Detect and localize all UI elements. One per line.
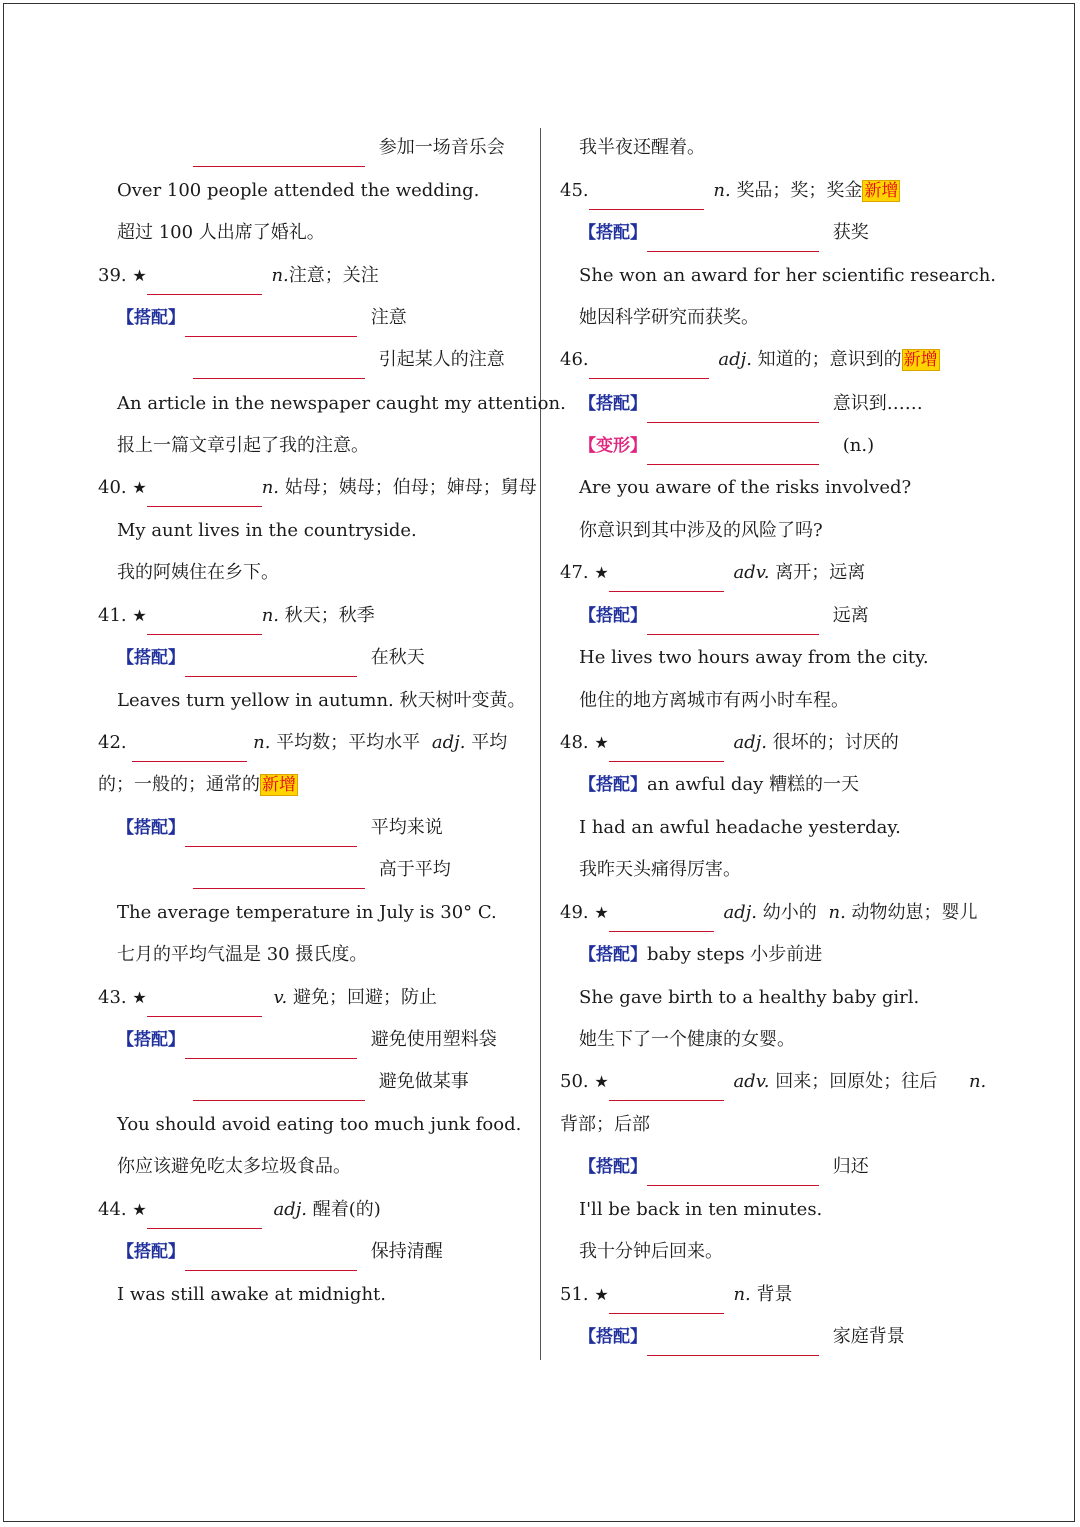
answer-blank[interactable] xyxy=(647,1325,819,1356)
collocation-line: 【搭配】 意识到…… xyxy=(579,383,923,425)
example-en: An article in the newspaper caught my attention. xyxy=(117,393,566,414)
collocation-line: 【搭配】 获奖 xyxy=(579,212,869,254)
column-divider xyxy=(540,128,541,1360)
entry-44: 44. ★ adj. 醒着(的) xyxy=(98,1189,381,1231)
answer-blank[interactable] xyxy=(185,816,357,847)
answer-blank[interactable] xyxy=(647,392,819,423)
example-line: Leaves turn yellow in autumn. 秋天树叶变黄。 xyxy=(117,690,526,711)
answer-blank[interactable] xyxy=(589,179,704,210)
example-zh: 我十分钟后回来。 xyxy=(579,1241,723,1262)
example-zh: 她生下了一个健康的女婴。 xyxy=(579,1029,795,1050)
answer-blank[interactable] xyxy=(589,348,709,379)
example-en: I'll be back in ten minutes. xyxy=(579,1199,823,1220)
entry-39: 39. ★ n.注意；关注 xyxy=(98,255,379,297)
answer-blank[interactable] xyxy=(647,1155,819,1186)
answer-blank[interactable] xyxy=(132,731,247,762)
collocation-line: 【搭配】baby steps 小步前进 xyxy=(579,944,823,965)
entry-47: 47. ★ adv. 离开；远离 xyxy=(560,552,865,594)
answer-blank[interactable] xyxy=(609,561,724,592)
example-zh: 七月的平均气温是 30 摄氏度。 xyxy=(117,944,368,965)
example-en: You should avoid eating too much junk food. xyxy=(117,1114,522,1135)
answer-blank[interactable] xyxy=(185,1028,357,1059)
collocation-line: 引起某人的注意 xyxy=(193,339,505,381)
collocation-line: 【搭配】an awful day 糟糕的一天 xyxy=(579,774,860,795)
example-zh: 报上一篇文章引起了我的注意。 xyxy=(117,435,369,456)
entry-42-cont: 的；一般的；通常的 新增 xyxy=(98,774,296,795)
entry-49: 49. ★ adj. 幼小的 n. 动物幼崽；婴儿 xyxy=(560,892,978,934)
collocation-line: 【搭配】 家庭背景 xyxy=(579,1316,905,1358)
example-en: He lives two hours away from the city. xyxy=(579,647,929,668)
answer-blank[interactable] xyxy=(647,221,819,252)
answer-blank[interactable] xyxy=(185,1240,357,1271)
example-zh: 我昨天头痛得厉害。 xyxy=(579,859,741,880)
answer-blank[interactable] xyxy=(609,731,724,762)
entry-41: 41. ★ n. 秋天；秋季 xyxy=(98,595,375,637)
answer-blank[interactable] xyxy=(647,434,819,465)
answer-blank[interactable] xyxy=(609,1283,724,1314)
answer-blank[interactable] xyxy=(609,1070,724,1101)
entry-42: 42. n. 平均数；平均水平 adj. 平均 xyxy=(98,722,507,764)
answer-blank[interactable] xyxy=(609,901,714,932)
answer-blank[interactable] xyxy=(193,1070,365,1101)
entry-51: 51. ★ n. 背景 xyxy=(560,1274,793,1316)
answer-blank[interactable] xyxy=(185,306,357,337)
answer-blank[interactable] xyxy=(193,858,365,889)
entry-50-cont: 背部；后部 xyxy=(560,1114,650,1135)
example-en: She won an award for her scientific research. xyxy=(579,265,997,286)
answer-blank[interactable] xyxy=(147,604,262,635)
example-en: Are you aware of the risks involved? xyxy=(579,477,912,498)
collocation-line: 【搭配】 注意 xyxy=(117,297,407,339)
example-en: The average temperature in July is 30° C. xyxy=(117,902,497,923)
example-en: I had an awful headache yesterday. xyxy=(579,817,901,838)
answer-blank[interactable] xyxy=(193,136,365,167)
example-zh: 我的阿姨住在乡下。 xyxy=(117,562,279,583)
example-en: She gave birth to a healthy baby girl. xyxy=(579,987,920,1008)
example-zh: 你应该避免吃太多垃圾食品。 xyxy=(117,1156,351,1177)
entry-40: 40. ★ n. 姑母；姨母；伯母；婶母；舅母 xyxy=(98,467,537,509)
answer-blank[interactable] xyxy=(647,604,819,635)
example-zh: 我半夜还醒着。 xyxy=(579,137,705,158)
example-zh: 她因科学研究而获奖。 xyxy=(579,307,759,328)
collocation-line: 【搭配】 平均来说 xyxy=(117,807,443,849)
new-badge: 新增 xyxy=(903,350,938,370)
collocation-line: 【搭配】 避免使用塑料袋 xyxy=(117,1019,497,1061)
collocation-line: 【搭配】 归还 xyxy=(579,1146,869,1188)
example-zh: 他住的地方离城市有两小时车程。 xyxy=(579,690,849,711)
example-zh: 超过 100 人出席了婚礼。 xyxy=(117,222,325,243)
entry-48: 48. ★ adj. 很坏的；讨厌的 xyxy=(560,722,899,764)
example-en: Over 100 people attended the wedding. xyxy=(117,180,480,201)
answer-blank[interactable] xyxy=(147,476,262,507)
answer-blank[interactable] xyxy=(147,264,262,295)
answer-blank[interactable] xyxy=(193,348,365,379)
example-en: I was still awake at midnight. xyxy=(117,1284,386,1305)
entry-46: 46. adj. 知道的；意识到的 新增 xyxy=(560,339,940,381)
example-en: My aunt lives in the countryside. xyxy=(117,520,417,541)
collocation-line: 高于平均 xyxy=(193,849,451,891)
new-badge: 新增 xyxy=(864,181,899,201)
collocation-line: 参加一场音乐会 xyxy=(193,127,505,169)
collocation-line: 【搭配】 在秋天 xyxy=(117,637,425,679)
entry-45: 45. n. 奖品；奖；奖金 新增 xyxy=(560,170,900,212)
new-badge: 新增 xyxy=(262,775,296,795)
collocation-line: 【搭配】 远离 xyxy=(579,595,869,637)
entry-43: 43. ★ v. 避免；回避；防止 xyxy=(98,977,437,1019)
answer-blank[interactable] xyxy=(147,1198,262,1229)
answer-blank[interactable] xyxy=(147,986,262,1017)
collocation-line: 避免做某事 xyxy=(193,1061,469,1103)
entry-50: 50. ★ adv. 回来；回原处；往后 n. xyxy=(560,1061,986,1103)
collocation-line: 【搭配】 保持清醒 xyxy=(117,1231,443,1273)
answer-blank[interactable] xyxy=(185,646,357,677)
example-zh: 你意识到其中涉及的风险了吗? xyxy=(579,520,823,541)
variation-line: 【变形】 (n.) xyxy=(579,425,874,467)
